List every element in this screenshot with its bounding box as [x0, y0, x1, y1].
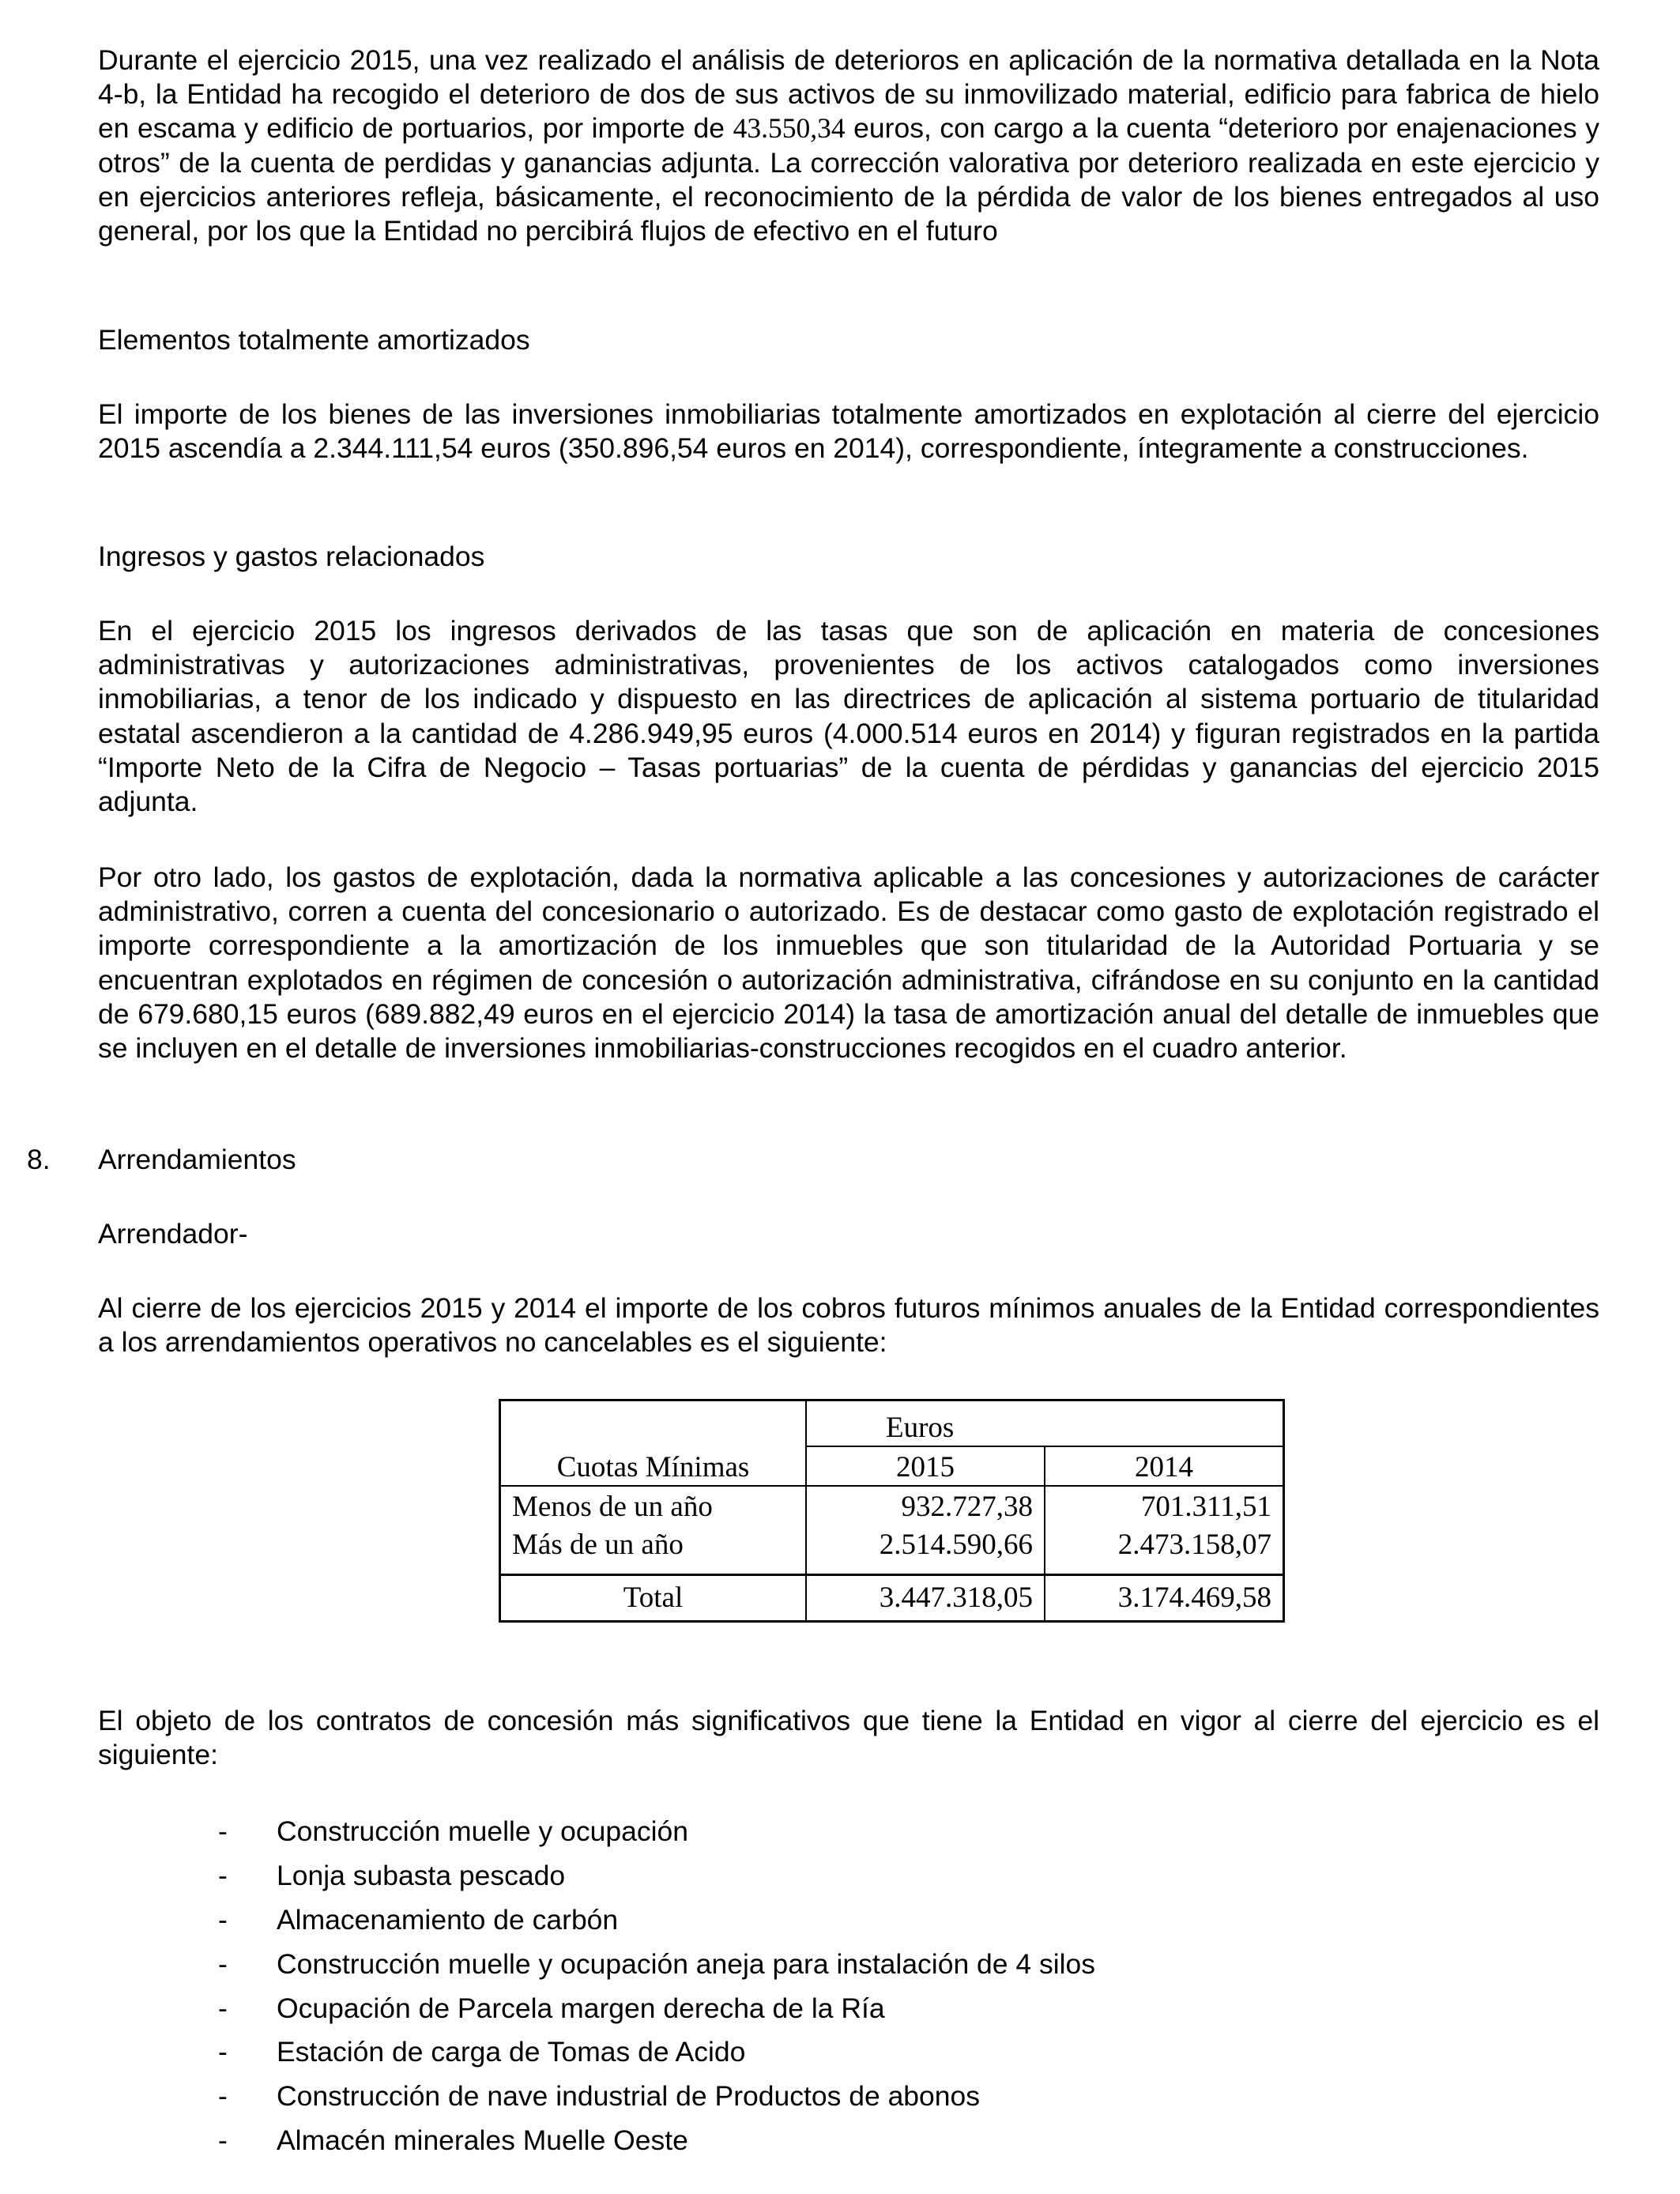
list-item — [98, 2030, 1095, 2075]
list-item-text: Construcción muelle y ocupación aneja para instalación de 4 silos — [277, 1947, 1096, 1980]
list-item-text: Lonja subasta pescado — [277, 1859, 566, 1891]
paragraph-ingresos: En el ejercicio 2015 los ingresos derivados de las tasas que son de aplicación en materia de concesiones administrativas y autorizaciones administrativas, provenientes de los activos catalogados como inversiones inmobiliarias, a tenor de los indicado y dispuesto en las directrices de aplicación al sistema portuario de titularidad estatal ascendieron a la cantidad de 4.286.949,95 euros (4.000.514 euros en 2014) y figuran registrados en la partida “Importe Neto de la Cifra de Negocio – Tasas portuarias” de la cuenta de pérdidas y ganancias del ejercicio 2015 adjunta. — [98, 615, 1599, 818]
spacer-cell — [806, 1563, 1045, 1575]
total-2015: 3.447.318,05 — [806, 1575, 1045, 1622]
row-value-2015: 932.727,38 — [806, 1486, 1045, 1525]
list-item-text: Estación de carga de Tomas de Acido — [277, 2036, 746, 2068]
concesiones-list — [98, 1810, 1095, 2163]
list-item-text: Construcción de nave industrial de Productos de abonos — [277, 2080, 981, 2113]
bullet-dash: - — [218, 1992, 228, 2024]
list-item — [98, 1810, 1095, 1854]
paragraph-contratos: El objeto de los contratos de concesión más significativos que tiene la Entidad en vigor al cierre del ejercicio es el siguiente: — [98, 1705, 1599, 1771]
paragraph-text: euros, con cargo a la cuenta “deterioro por enajenaciones y otros” de la cuenta de perdidas y ganancias adjunta. La corrección valorativa por deterioro realizada en este ejercicio y en ejercicios anteriores refleja, básicamente, el reconocimiento de la pérdida de valor de los bienes entregados al uso general, por los que la Entidad no percibirá flujos de efectivo en el futuro — [98, 112, 1599, 247]
table-header-row — [500, 1400, 1284, 1447]
list-item — [98, 1943, 1095, 1987]
table-total-row — [500, 1575, 1284, 1622]
paragraph-cobros: Al cierre de los ejercicios 2015 y 2014 el importe de los cobros futuros mínimos anuales de la Entidad correspondientes a los arrendamientos operativos no cancelables es el siguiente: — [98, 1292, 1599, 1359]
table-spacer-row — [500, 1563, 1284, 1575]
bullet-dash: - — [218, 1859, 228, 1891]
bullet-dash: - — [218, 2036, 228, 2068]
bullet-dash: - — [218, 1947, 228, 1980]
heading-ingresos-gastos: Ingresos y gastos relacionados — [98, 541, 485, 572]
spacer-cell — [1045, 1563, 1284, 1575]
amount-deterioro: 43.550,34 — [733, 112, 846, 145]
table-row — [500, 1525, 1284, 1563]
row-label: Menos de un año — [500, 1486, 807, 1525]
list-item-text: Almacén minerales Muelle Oeste — [277, 2124, 688, 2157]
paragraph-amortizados: El importe de los bienes de las inversiones inmobiliarias totalmente amortizados en explotación al cierre del ejercicio 2015 ascendía a 2.344.111,54 euros (350.896,54 euros en 2014), correspondiente, íntegramente a construcciones. — [98, 398, 1599, 465]
paragraph-text: Durante el ejercicio 2015, una vez realizado el análisis de deterioros en aplicación de la normativa detallada en la Nota 4-b, la Entidad ha recogido el deterioro de dos de sus activos de su inmovilizado material, edificio para fabrica de hielo en escama y edificio de portuarios, por importe de — [98, 44, 1599, 145]
bullet-dash: - — [218, 2080, 228, 2113]
section-title: Arrendamientos — [98, 1144, 296, 1175]
row-value-2015: 2.514.590,66 — [806, 1525, 1045, 1563]
heading-elementos-amortizados: Elementos totalmente amortizados — [98, 324, 530, 356]
header-2015: 2015 — [806, 1446, 1045, 1486]
list-item — [98, 1898, 1095, 1943]
total-label: Total — [500, 1575, 807, 1622]
paragraph-deterioro — [98, 43, 1599, 248]
heading-arrendador: Arrendador- — [98, 1218, 248, 1250]
bullet-dash: - — [218, 2124, 228, 2157]
table-row — [500, 1486, 1284, 1525]
header-euros: Euros — [806, 1400, 1284, 1447]
list-item — [98, 1987, 1095, 2031]
header-cuotas-minimas: Cuotas Mínimas — [500, 1400, 807, 1487]
bullet-dash: - — [218, 1815, 228, 1847]
section-number: 8. — [27, 1144, 51, 1175]
bullet-dash: - — [218, 1903, 228, 1936]
list-item — [98, 2075, 1095, 2119]
list-item — [98, 2119, 1095, 2163]
list-item-text: Almacenamiento de carbón — [277, 1903, 619, 1936]
cuotas-minimas-table — [499, 1399, 1285, 1623]
header-2014: 2014 — [1045, 1446, 1284, 1486]
list-item-text: Construcción muelle y ocupación — [277, 1815, 688, 1847]
row-value-2014: 2.473.158,07 — [1045, 1525, 1284, 1563]
list-item — [98, 1854, 1095, 1898]
list-item-text: Ocupación de Parcela margen derecha de la Ría — [277, 1992, 885, 2024]
row-value-2014: 701.311,51 — [1045, 1486, 1284, 1525]
paragraph-gastos: Por otro lado, los gastos de explotación, dada la normativa aplicable a las concesiones y autorizaciones de carácter administrativo, corren a cuenta del concesionario o autorizado. Es de destacar como gasto de explotación registrado el importe correspondiente a la amortización de los inmuebles que son titularidad de la Autoridad Portuaria y se encuentran explotados en régimen de concesión o autorización administrativa, cifrándose en su conjunto en la cantidad de 679.680,15 euros (689.882,49 euros en el ejercicio 2014) la tasa de amortización anual del detalle de inmuebles que se incluyen en el detalle de inversiones inmobiliarias-construcciones recogidos en el cuadro anterior. — [98, 861, 1599, 1065]
row-label: Más de un año — [500, 1525, 807, 1563]
spacer-cell — [500, 1563, 807, 1575]
total-2014: 3.174.469,58 — [1045, 1575, 1284, 1622]
